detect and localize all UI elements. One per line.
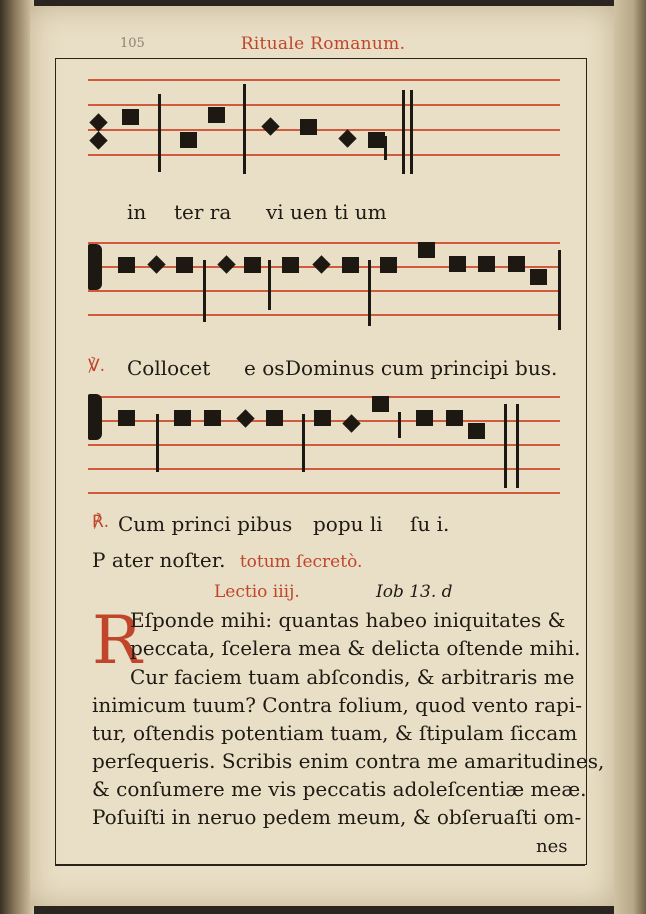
neume-square bbox=[449, 256, 466, 272]
lyric-syllable: Collocet bbox=[127, 356, 211, 380]
staff-line bbox=[88, 314, 560, 316]
neume-square bbox=[468, 423, 485, 439]
neume-square bbox=[508, 256, 525, 272]
lyric-syllable: ter ra bbox=[174, 200, 232, 224]
staff-line bbox=[88, 242, 560, 244]
neume-square bbox=[208, 107, 225, 123]
double-bar bbox=[516, 404, 519, 488]
neume-square bbox=[418, 242, 435, 258]
lyric-syllable: e os bbox=[244, 356, 285, 380]
pater-noster-text: P ater noſter. bbox=[92, 548, 226, 572]
neume-square bbox=[122, 109, 139, 125]
bottom-rule bbox=[55, 865, 585, 866]
lyric-syllable: ſu i. bbox=[410, 512, 450, 536]
reading-line: Cur faciem tuam abſcondis, & arbitraris me bbox=[130, 665, 575, 689]
double-bar bbox=[504, 404, 507, 488]
response-mark: ℟. bbox=[92, 512, 110, 532]
double-bar bbox=[410, 90, 413, 174]
neume-square bbox=[478, 256, 495, 272]
catchword: nes bbox=[536, 836, 568, 857]
neume-square bbox=[342, 257, 359, 273]
neume-square bbox=[416, 410, 433, 426]
neume-diamond bbox=[147, 255, 165, 273]
reading-line: Poſuiſti in neruo pedem meum, & obſeruaſti om- bbox=[92, 805, 582, 829]
neume-stem bbox=[302, 414, 305, 472]
double-bar bbox=[558, 250, 561, 330]
neume-square bbox=[372, 396, 389, 412]
neume-stem bbox=[384, 136, 387, 160]
double-bar bbox=[402, 90, 405, 174]
bar-line bbox=[158, 94, 161, 172]
book-gutter bbox=[0, 0, 34, 914]
staff-line bbox=[88, 290, 560, 292]
neume-stem bbox=[268, 260, 271, 310]
lyric-syllable: Cum princi pibus bbox=[118, 512, 293, 536]
neume-square bbox=[314, 410, 331, 426]
lyric-syllable: in bbox=[127, 200, 147, 224]
running-head: Rituale Romanum. bbox=[240, 34, 406, 54]
neume-square bbox=[368, 132, 385, 148]
neume-stem bbox=[156, 414, 159, 472]
neume-diamond bbox=[236, 409, 254, 427]
music-staff-3 bbox=[88, 390, 560, 500]
neume-stem bbox=[398, 412, 401, 438]
neume-square bbox=[174, 410, 191, 426]
reading-line: & conſumere me vis peccatis adoleſcentiæ meæ. bbox=[92, 777, 587, 801]
bar-line bbox=[243, 84, 246, 174]
neume-square bbox=[266, 410, 283, 426]
music-staff-1 bbox=[88, 74, 560, 184]
page-edge-stack bbox=[614, 0, 646, 914]
neume-square bbox=[530, 269, 547, 285]
reading-line: peccata, ſcelera mea & delicta oſtende mihi. bbox=[130, 636, 581, 660]
neume-diamond bbox=[338, 129, 356, 147]
neume-stem bbox=[368, 260, 371, 326]
lectio-title: Lectio iiij. bbox=[214, 582, 300, 602]
staff-line bbox=[88, 79, 560, 81]
neume-diamond bbox=[217, 255, 235, 273]
staff-line bbox=[88, 396, 560, 398]
pater-noster-line bbox=[92, 548, 362, 572]
lyric-syllable: vi uen ti um bbox=[266, 200, 387, 224]
music-staff-2 bbox=[88, 236, 560, 336]
neume-diamond bbox=[261, 117, 279, 135]
neume-diamond bbox=[342, 414, 360, 432]
neume-square bbox=[300, 119, 317, 135]
reading-line: tur, oſtendis potentiam tuam, & ſtipulam ſiccam bbox=[92, 721, 578, 745]
neume-square bbox=[118, 410, 135, 426]
c-clef-icon bbox=[88, 244, 102, 290]
scripture-citation: Iob 13. d bbox=[376, 582, 453, 602]
neume-square bbox=[176, 257, 193, 273]
neume-square bbox=[180, 132, 197, 148]
lyric-syllable: Dominus cum principi bus. bbox=[285, 356, 558, 380]
neume-diamond bbox=[89, 131, 107, 149]
rubric-text: totum ſecretò. bbox=[239, 552, 363, 572]
lyric-syllable: popu li bbox=[313, 512, 383, 536]
reading-line: Eſponde mihi: quantas habeo iniquitates & bbox=[130, 608, 566, 632]
neume-square bbox=[244, 257, 261, 273]
staff-line bbox=[88, 492, 560, 494]
versicle-mark: ℣. bbox=[88, 356, 106, 376]
neume-square bbox=[446, 410, 463, 426]
neume-diamond bbox=[312, 255, 330, 273]
drop-capital: R bbox=[92, 602, 142, 679]
neume-square bbox=[380, 257, 397, 273]
neume-stem bbox=[203, 260, 206, 322]
reading-line: perſequeris. Scribis enim contra me amaritudines, bbox=[92, 749, 605, 773]
folio-number: 105 bbox=[120, 36, 145, 51]
neume-square bbox=[282, 257, 299, 273]
reading-line: inimicum tuum? Contra folium, quod vento rapi- bbox=[92, 693, 582, 717]
neume-square bbox=[204, 410, 221, 426]
c-clef-icon bbox=[88, 394, 102, 440]
neume-square bbox=[118, 257, 135, 273]
